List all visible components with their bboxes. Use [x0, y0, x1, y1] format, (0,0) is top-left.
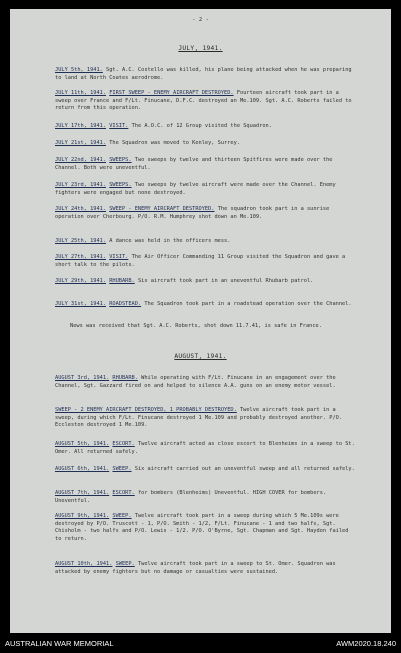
diary-entry: JULY 27th, 1941. VISIT. The Air Officer Commanding 11 Group visited the Squadron and gave a short talk to the pilots. [55, 254, 346, 268]
diary-entry: AUGUST 10th, 1941. SWEEP. Twelve aircraft took part in a sweep to St. Omer. Squadron was attacked by enemy fighters but no damage or casualties were sustained. [55, 561, 336, 575]
diary-entry: AUGUST 6th, 1941. SWEEP. Six aircraft carried out an uneventful sweep and all returned safely. [55, 466, 355, 472]
diary-entry: JULY 25th, 1941. A dance was held in the officers mess. [55, 238, 231, 244]
document-page [10, 9, 391, 633]
diary-entry: JULY 24th, 1941. SWEEP - ENEMY AIRCRAFT DESTROYED. The squadron took part in a sunrise operation over Cherbourg. P/O. R.M. Humphrey shot down an Me.109. [55, 206, 330, 220]
diary-entry: JULY 21st, 1941. The Squadron was moved to Kenley, Surrey. [55, 140, 240, 146]
diary-entry: JULY 5th, 1941. Sgt. A.C. Costello was killed, his plane being attacked when he was preparing to land at North Coates aerodrome. [55, 67, 352, 81]
diary-entry: JULY 29th, 1941. RHUBARB. Six aircraft took part in an uneventful Rhubarb patrol. [55, 278, 314, 284]
diary-entry: AUGUST 3rd, 1941. RHUBARB. While operating with F/Lt. Finucane in an engagement over the Channel, Sgt. Gazzard fired on and helped to silence A.A. guns on an enemy motor vessel. [55, 375, 336, 389]
diary-entry: JULY 17th, 1941. VISIT. The A.O.C. of 12 Group visited the Squadron. [55, 123, 272, 129]
diary-entry: JULY 11th, 1941. FIRST SWEEP - ENEMY AIRCRAFT DESTROYED. Fourteen aircraft took part in a sweep over France and F/Lt. Finucane, D.F.C. destroyed an Me.109. Sgt. A.C. Roberts failed to return from this operation. [55, 90, 352, 112]
diary-entry: AUGUST 7th, 1941. ESCORT. for bombers (Blenheims) Uneventful. HIGH COVER for bombers. Uneventful. [55, 490, 327, 504]
footer-accession-number: AWM2020.18.240 [336, 639, 396, 648]
diary-entry: AUGUST 5th, 1941. ESCORT. Twelve aircraft acted as close escort to Blenheims in a sweep to St. Omer. All returned safely. [55, 441, 355, 455]
july-heading: JULY, 1941. [178, 45, 223, 52]
archive-footer [0, 633, 401, 653]
diary-entry: AUGUST 9th, 1941. SWEEP. Twelve aircraft took part in a sweep during which 5 Me.109s were destroyed by P/O. Truscott - 1, P/O. Smith - 1/2, F/Lt. Finucane - 1 and two halfs, Sgt. Chisholm - two halfs and P/O. Lewis - 1/2. P/O. O'Byrne, Sgt. Chapman and Sgt. Haydon failed to return. [55, 513, 349, 542]
page-number: - 2 - [192, 17, 209, 23]
diary-entry: JULY 23rd, 1941. SWEEPS. Two sweeps by twelve aircraft were made over the Channel. Enemy fighters were engaged but none destroyed. [55, 182, 336, 196]
footer-institution: AUSTRALIAN WAR MEMORIAL [5, 639, 114, 648]
diary-entry: JULY 22nd, 1941. SWEEPS. Two sweeps by twelve and thirteen Spitfires were made over the Channel. Both were uneventful. [55, 157, 333, 171]
august-heading: AUGUST, 1941. [174, 353, 227, 360]
july-note: News was received that Sgt. A.C. Roberts, shot down 11.7.41, is safe in France. [70, 323, 322, 329]
diary-entry: SWEEP - 2 ENEMY AIRCRAFT DESTROYED, 1 PROBABLY DESTROYED. Twelve aircraft took part in a sweep, during which F/Lt. Finucane destroyed 1 Me.109 and probably destroyed another. P/O. Eccleston destroyed 1 Me.109. [55, 407, 343, 429]
diary-entry: JULY 31st, 1941. ROADSTEAD. The Squadron took part in a roadstead operation over the Channel. [55, 301, 352, 307]
